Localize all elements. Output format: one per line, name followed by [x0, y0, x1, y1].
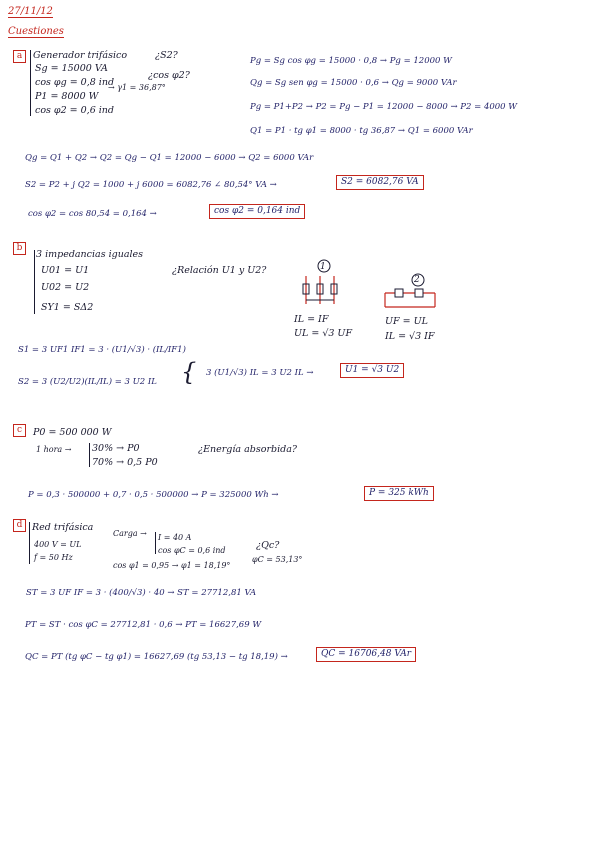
- c-answer: P = 325 kWh: [364, 486, 434, 501]
- circuit-2-eq-2: IL = √3 IF: [385, 331, 435, 342]
- section-b-marker: b: [13, 242, 26, 255]
- d-question-2: φC = 53,13°: [252, 555, 303, 564]
- b-given-3: U02 = U2: [41, 282, 90, 293]
- section-d-marker: d: [13, 519, 26, 532]
- c-given-1: P0 = 500 000 W: [33, 427, 112, 438]
- d-line-2: PT = ST · cos φC = 27712,81 · 0,6 → PT = 16627,69 W: [25, 620, 262, 630]
- section-c-marker: c: [13, 424, 26, 437]
- brace-c: [89, 443, 90, 467]
- b-given-4: SY1 = SΔ2: [41, 302, 94, 313]
- page-title: Cuestiones: [8, 26, 64, 37]
- brace-a: [30, 50, 31, 116]
- a-answer-1: S2 = 6082,76 VA: [336, 175, 424, 190]
- circuit-1-eq-1: IL = IF: [294, 314, 329, 325]
- c-given-2: 1 hora →: [36, 445, 72, 454]
- circuit-2-number: 2: [414, 275, 420, 285]
- a-right-1: Pg = Sg cos φg = 15000 · 0,8 → Pg = 12000 W: [250, 56, 452, 66]
- b-answer: U1 = √3 U2: [340, 363, 404, 378]
- a-given-2: Sg = 15000 VA: [35, 63, 108, 74]
- circuit-1-diagram: [300, 272, 360, 312]
- a-right-3: Pg = P1+P2 → P2 = Pg − P1 = 12000 − 8000 → P2 = 4000 W: [250, 102, 518, 112]
- d-given-5: I = 40 A: [158, 533, 192, 542]
- a-given-4: P1 = 8000 W: [35, 91, 99, 102]
- a-line-1: Qg = Q1 + Q2 → Q2 = Qg − Q1 = 12000 − 6000 → Q2 = 6000 VAr: [25, 153, 314, 163]
- a-question-2: ¿cos φ2?: [148, 70, 190, 81]
- brace-d: [29, 522, 30, 564]
- c-line: P = 0,3 · 500000 + 0,7 · 0,5 · 500000 → P = 325000 Wh →: [28, 490, 279, 500]
- brace-b: [34, 250, 35, 314]
- circuit-2-diagram: [385, 285, 445, 315]
- section-a-marker: a: [13, 50, 26, 63]
- b-s1: S1 = 3 UF1 IF1 = 3 · (U1/√3) · (IL/IF1): [18, 345, 186, 355]
- a-line-3: cos φ2 = cos 80,54 = 0,164 →: [28, 209, 157, 219]
- a-given-5: cos φ2 = 0,6 ind: [35, 105, 114, 116]
- c-given-3: 30% → P0: [92, 443, 140, 454]
- date: 27/11/12: [8, 6, 53, 17]
- d-question-1: ¿Qc?: [256, 540, 280, 551]
- d-given-6: cos φC = 0,6 ind: [158, 546, 226, 555]
- d-given-3: f = 50 Hz: [34, 553, 73, 562]
- d-line-1: ST = 3 UF IF = 3 · (400/√3) · 40 → ST = 27712,81 VA: [26, 588, 257, 598]
- a-answer-2: cos φ2 = 0,164 ind: [209, 204, 305, 219]
- d-given-7: cos φ1 = 0,95 → φ1 = 18,19°: [113, 561, 231, 570]
- b-given-2: U01 = U1: [41, 265, 90, 276]
- d-given-1: Red trifásica: [32, 522, 94, 533]
- circuit-1-number: 1: [320, 262, 326, 272]
- a-question-1: ¿S2?: [155, 50, 178, 61]
- circuit-2-eq-1: UF = UL: [385, 316, 428, 327]
- brace-d-load: [155, 532, 156, 554]
- b-s2: S2 = 3 (U2/U2)(IL/IL) = 3 U2 IL: [18, 377, 157, 387]
- d-answer: QC = 16706,48 VAr: [316, 647, 416, 662]
- a-line-2: S2 = P2 + j Q2 = 1000 + j 6000 = 6082,76 ∠ 80,54° VA →: [25, 180, 277, 190]
- a-given-3b: → γ1 = 36,87°: [108, 83, 166, 92]
- b-given-1: 3 impedancias iguales: [36, 249, 144, 260]
- c-question: ¿Energía absorbida?: [198, 444, 297, 455]
- circuit-1-eq-2: UL = √3 UF: [294, 328, 353, 339]
- b-question: ¿Relación U1 y U2?: [172, 265, 267, 276]
- d-line-3: QC = PT (tg φC − tg φ1) = 16627,69 (tg 53,13 − tg 18,19) →: [25, 652, 288, 662]
- d-given-2: 400 V = UL: [34, 540, 82, 549]
- a-right-2: Qg = Sg sen φg = 15000 · 0,6 → Qg = 9000 VAr: [250, 78, 457, 88]
- a-right-4: Q1 = P1 · tg φ1 = 8000 · tg 36,87 → Q1 = 6000 VAr: [250, 126, 473, 136]
- a-given-1: Generador trifásico: [33, 50, 128, 61]
- c-given-4: 70% → 0,5 P0: [92, 457, 158, 468]
- b-brace-glyph: {: [181, 358, 197, 386]
- a-given-3: cos φg = 0,8 ind: [35, 77, 115, 88]
- b-mid: 3 (U1/√3) IL = 3 U2 IL →: [206, 368, 314, 378]
- d-given-4: Carga →: [113, 529, 147, 538]
